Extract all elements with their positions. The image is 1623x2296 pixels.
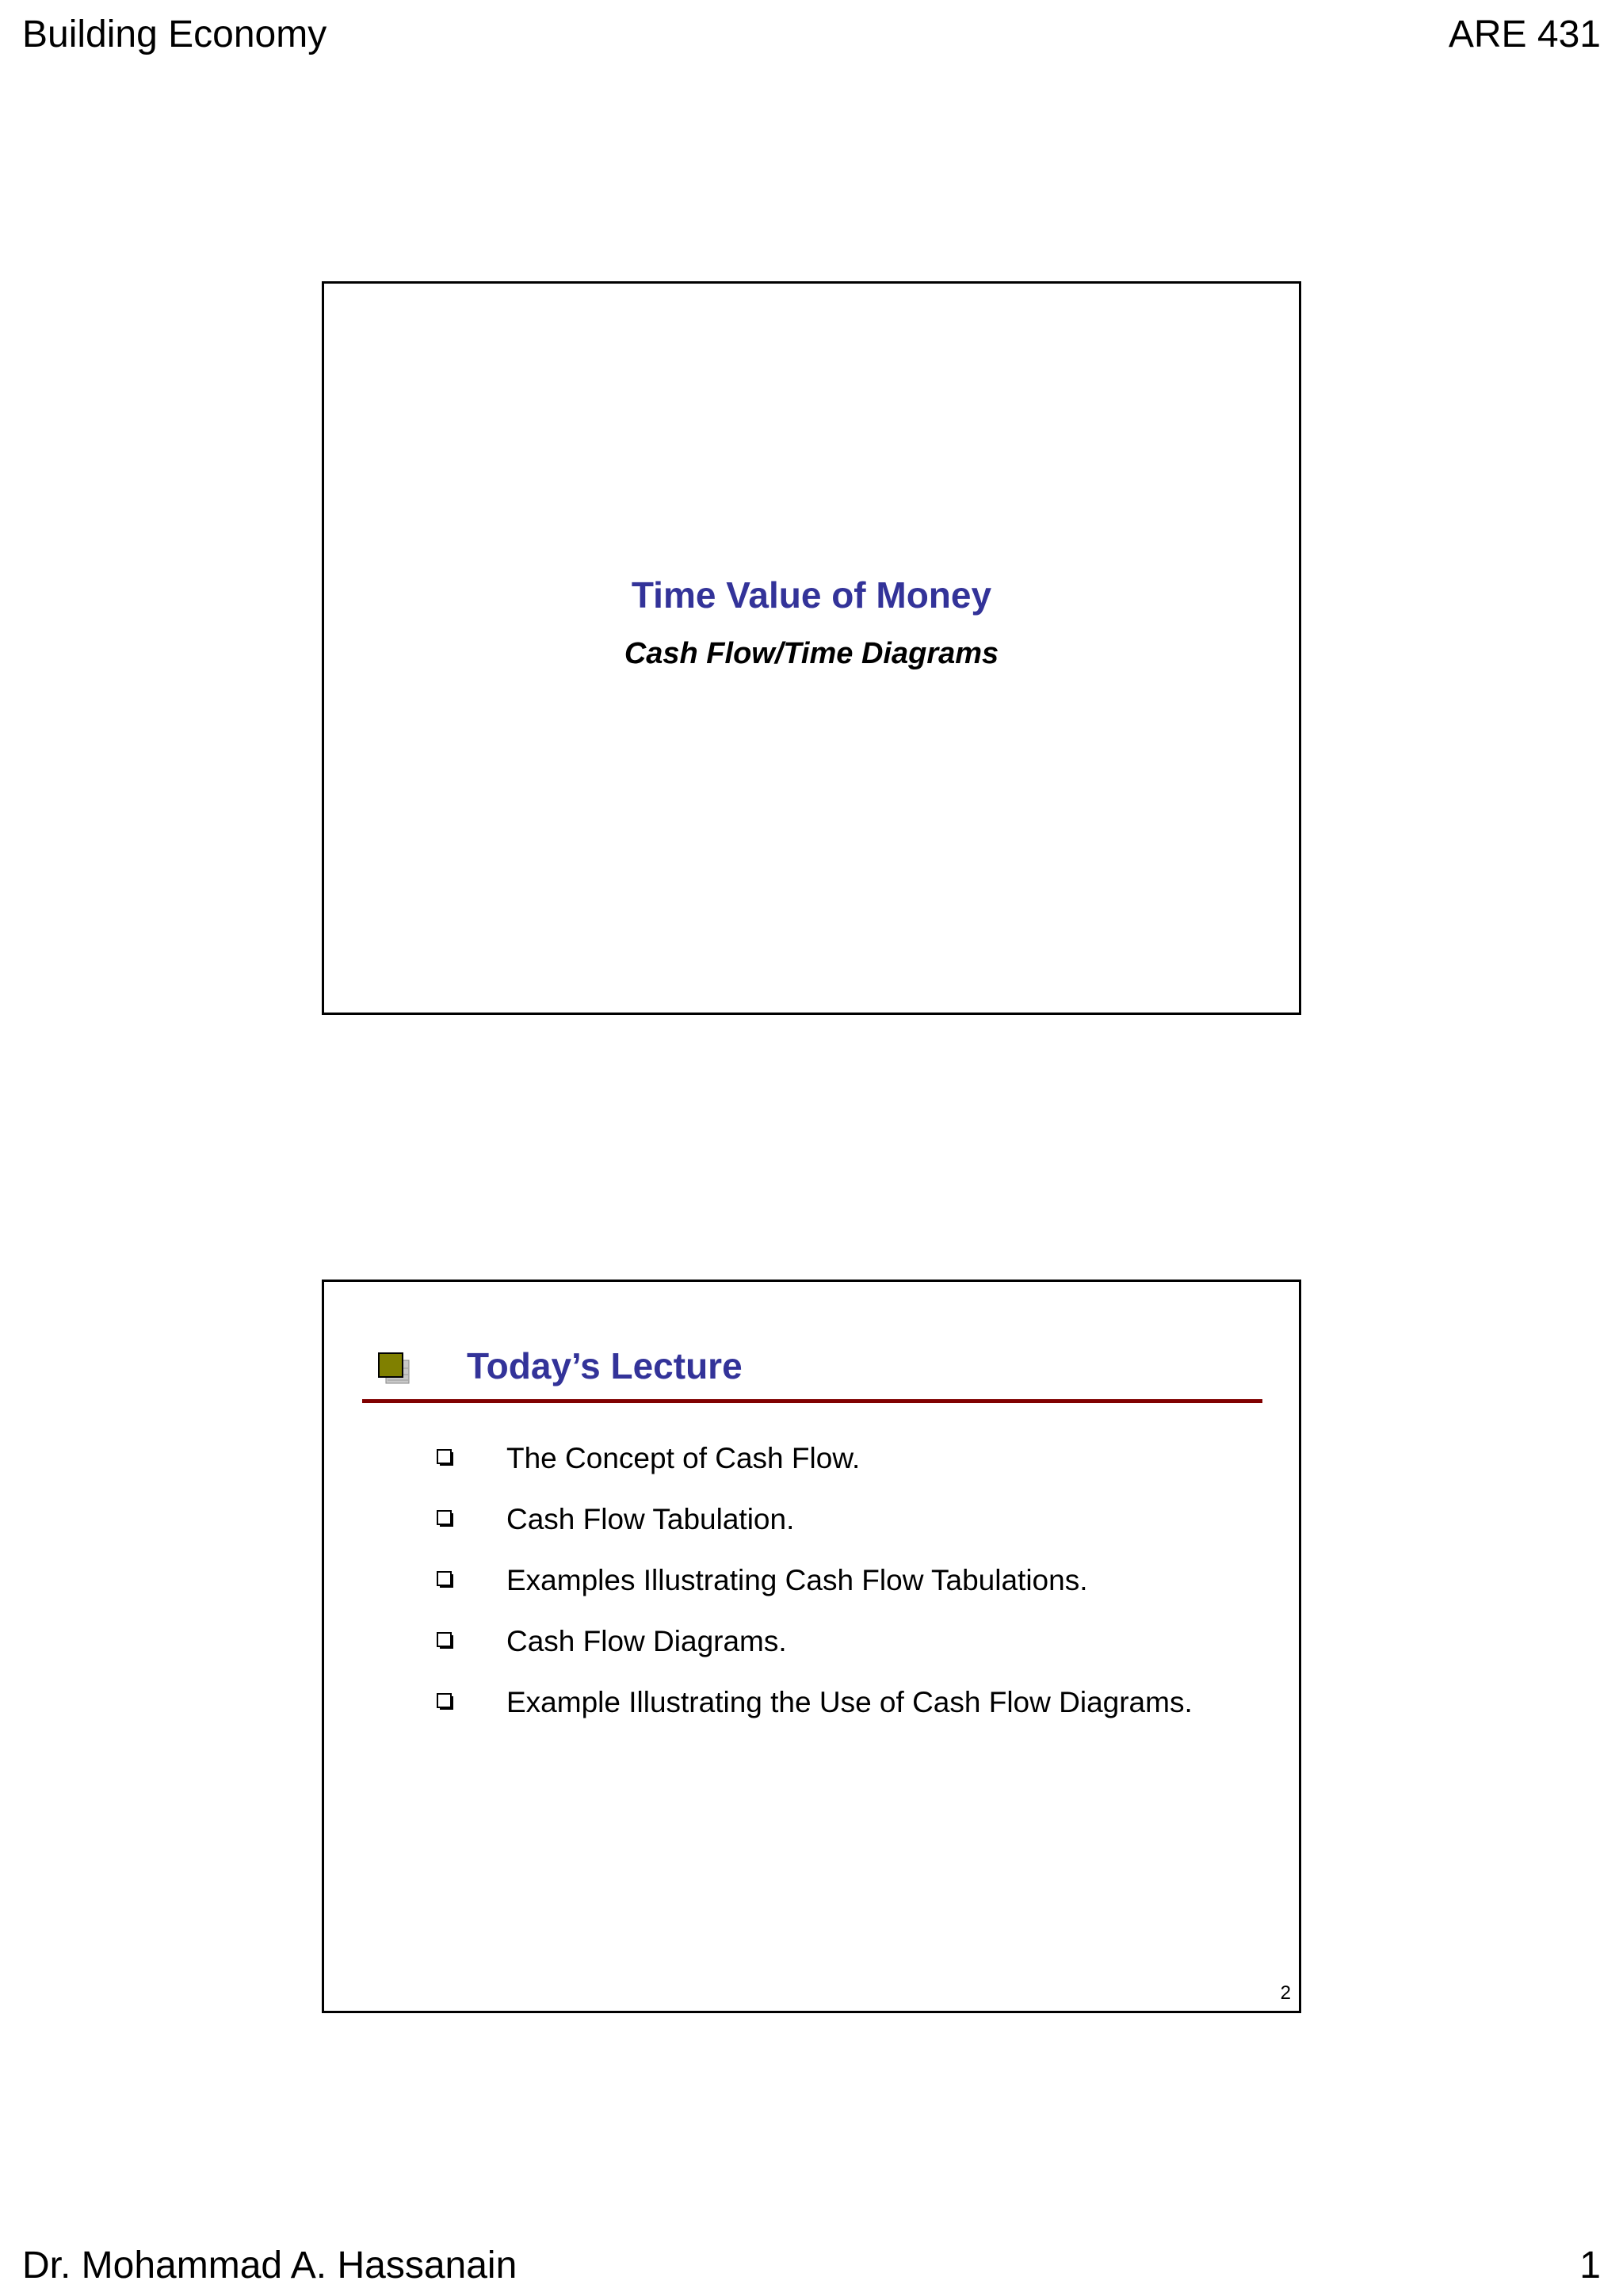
list-item [437,1440,1193,1501]
title-square-icon [378,1352,410,1384]
checkbox-bullet-icon [437,1449,454,1466]
checkbox-bullet-icon [437,1571,454,1589]
list-item [437,1562,1193,1623]
lecture-topics-list [437,1440,1193,1745]
page-footer-author: Dr. Mohammad A. Hassanain [22,2245,517,2286]
list-item-label: Example Illustrating the Use of Cash Flow Diagrams. [506,1686,1193,1718]
slide-2-frame [322,1280,1301,2013]
checkbox-bullet-icon [437,1693,454,1711]
list-item-label: The Concept of Cash Flow. [506,1442,861,1474]
title-divider [362,1399,1262,1403]
list-item-label: Examples Illustrating Cash Flow Tabulations. [506,1564,1088,1596]
list-item [437,1501,1193,1562]
slide-page-number: 2 [1280,1982,1291,2004]
list-item [437,1623,1193,1684]
slide-1-title: Time Value of Money [631,574,992,616]
page-header-course-title: Building Economy [22,13,327,55]
slide-1-frame [322,281,1301,1015]
slide-1-subtitle: Cash Flow/Time Diagrams [624,637,999,670]
list-item-label: Cash Flow Diagrams. [506,1625,787,1657]
checkbox-bullet-icon [437,1510,454,1527]
page-footer-page-number: 1 [1579,2245,1601,2286]
page-header-course-code: ARE 431 [1448,13,1601,55]
list-item [437,1684,1193,1745]
list-item-label: Cash Flow Tabulation. [506,1503,795,1535]
checkbox-bullet-icon [437,1632,454,1650]
slide-2-title: Today’s Lecture [467,1345,743,1386]
